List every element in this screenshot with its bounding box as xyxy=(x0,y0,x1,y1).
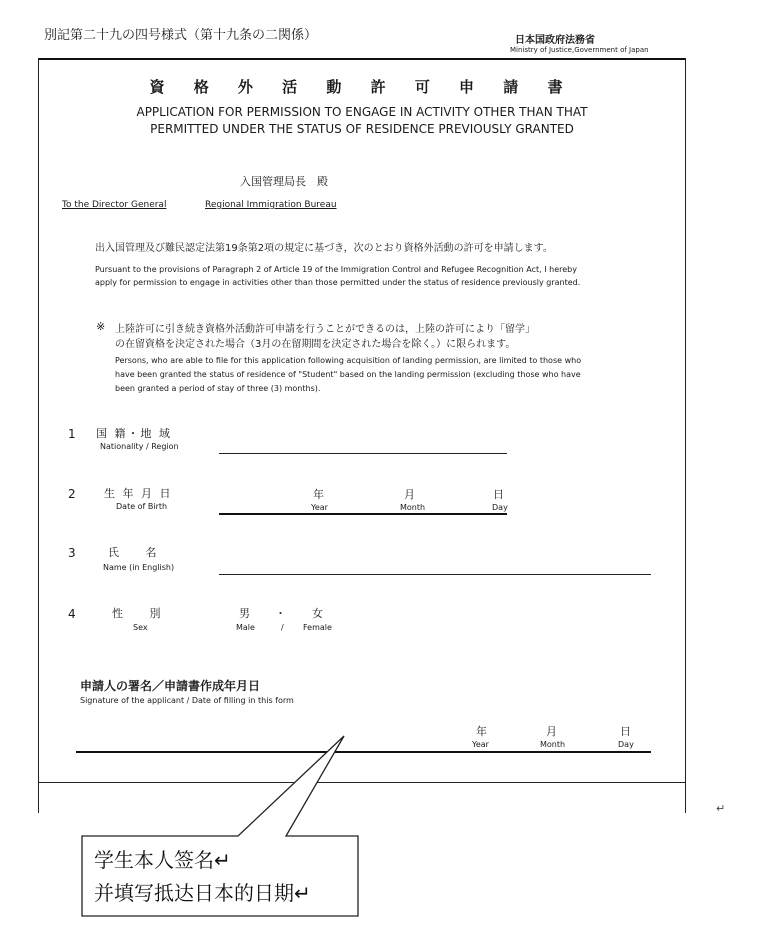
dob-year-en: Year xyxy=(311,503,328,512)
signature-year-jp: 年 xyxy=(476,725,487,738)
callout-line-2: 并填写抵达日本的日期↵ xyxy=(94,881,311,905)
title-en-line2: PERMITTED UNDER THE STATUS OF RESIDENCE PREVIOUSLY GRANTED xyxy=(150,122,574,136)
declaration-en-line2: apply for permission to engage in activities other than those permitted under the status of residence previously granted. xyxy=(95,278,581,287)
dob-day-jp: 日 xyxy=(493,488,504,501)
field-number-4: 4 xyxy=(68,607,76,621)
dob-year-jp: 年 xyxy=(313,488,324,501)
nationality-label-en: Nationality / Region xyxy=(100,442,179,451)
declaration-en-line1: Pursuant to the provisions of Paragraph 2 of Article 19 of the Immigration Control and Refugee Recognition Act, I hereby xyxy=(95,265,577,274)
sex-female-en: Female xyxy=(303,623,332,632)
sex-dot: ・ xyxy=(275,607,286,620)
dob-month-jp: 月 xyxy=(404,488,415,501)
signature-year-en: Year xyxy=(472,740,489,749)
dob-month-en: Month xyxy=(400,503,426,512)
addressee-en-right: Regional Immigration Bureau xyxy=(205,200,337,210)
callout-line-1: 学生本人签名↵ xyxy=(94,848,231,872)
sex-female-option[interactable]: 女 xyxy=(312,607,323,620)
field-number-2: 2 xyxy=(68,487,76,501)
note-mark: ※ xyxy=(96,320,106,333)
sex-label-jp: 性 別 xyxy=(112,607,165,620)
dob-label-en: Date of Birth xyxy=(116,502,168,511)
paragraph-mark: ↵ xyxy=(716,802,726,815)
signature-label-jp: 申請人の署名／申請書作成年月日 xyxy=(80,679,261,693)
note-jp-line1: 上陸許可に引き続き資格外活動許可申請を行うことができるのは，上陸の許可により「留学」 xyxy=(115,324,535,335)
addressee-en-left: To the Director General xyxy=(62,200,167,210)
signature-label-en: Signature of the applicant / Date of filling in this form xyxy=(80,696,294,705)
name-label-en: Name (in English) xyxy=(103,563,175,572)
note-en-line1: Persons, who are able to file for this application following acquisition of landing permission, are limited to those who xyxy=(115,356,582,365)
ministry-en: Ministry of Justice,Government of Japan xyxy=(510,46,649,54)
name-label-jp: 氏 名 xyxy=(108,546,161,559)
nationality-label-jp: 国 籍・地 域 xyxy=(96,427,172,440)
field-number-3: 3 xyxy=(68,546,76,560)
note-en-line2: have been granted the status of residence of "Student" based on the landing permission (excluding those who have xyxy=(115,370,581,379)
signature-day-en: Day xyxy=(618,740,634,749)
signature-day-jp: 日 xyxy=(620,725,631,738)
sex-male-option[interactable]: 男 xyxy=(239,607,250,620)
sex-male-en: Male xyxy=(236,623,255,632)
sex-label-en: Sex xyxy=(133,623,148,632)
title-jp: 資 格 外 活 動 許 可 申 請 書 xyxy=(149,78,575,96)
sex-slash: / xyxy=(281,623,284,632)
note-en-line3: been granted a period of stay of three (3) months). xyxy=(115,384,321,393)
note-jp-line2: の在留資格を決定された場合（3月の在留期間を決定された場合を除く。）に限られます。 xyxy=(115,339,516,350)
title-en-line1: APPLICATION FOR PERMISSION TO ENGAGE IN ACTIVITY OTHER THAN THAT xyxy=(136,105,588,119)
dob-day-en: Day xyxy=(492,503,508,512)
addressee-jp: 入国管理局長 殿 xyxy=(240,175,328,188)
signature-month-en: Month xyxy=(540,740,566,749)
field-number-1: 1 xyxy=(68,427,76,441)
declaration-jp: 出入国管理及び難民認定法第19条第2項の規定に基づき，次のとおり資格外活動の許可を申請します。 xyxy=(95,243,553,254)
ministry-jp: 日本国政府法務省 xyxy=(515,35,595,46)
dob-label-jp: 生 年 月 日 xyxy=(104,487,173,500)
signature-month-jp: 月 xyxy=(546,725,557,738)
form-number: 別記第二十九の四号様式（第十九条の二関係） xyxy=(44,28,318,43)
